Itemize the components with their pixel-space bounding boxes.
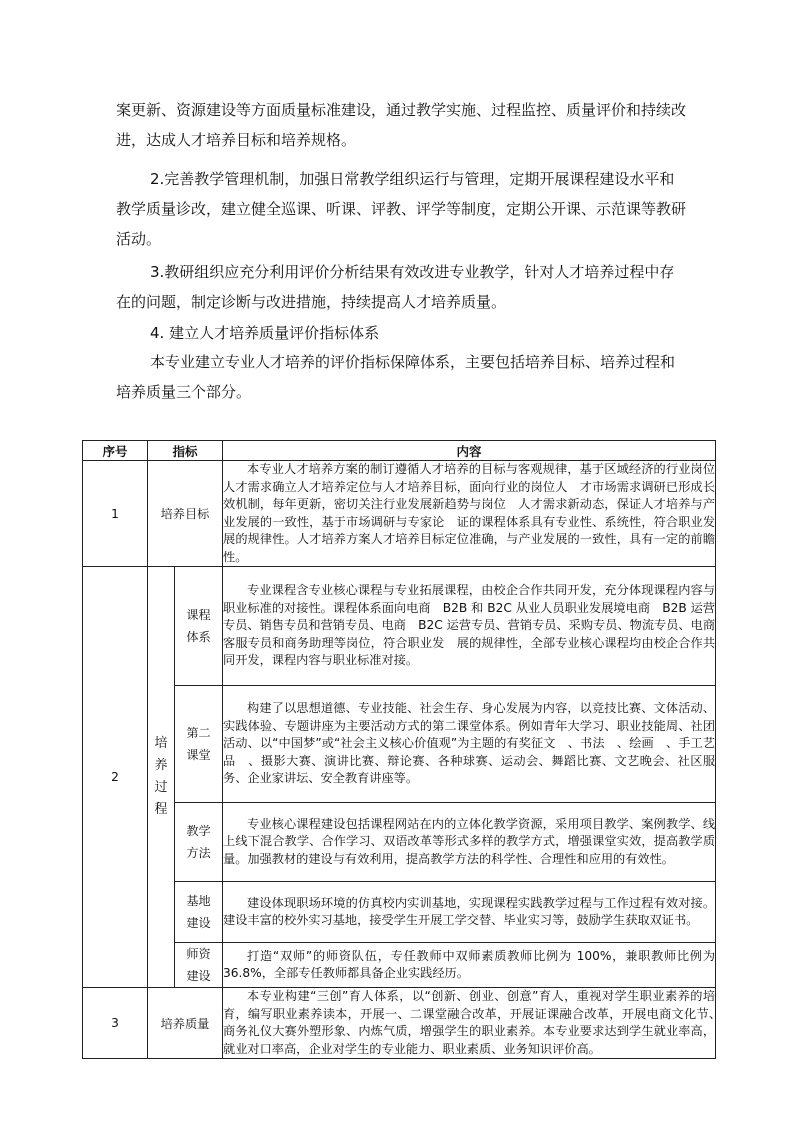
sub-indicator-content: 构建了以思想道德、专业技能、社会生存、身心发展为内容，以竞技比赛、文体活动、实践体验、专题讲座为主要活动方式的第二课堂体系。例如青年大学习、职业技能周、社团活动、以“中国梦”或“社会主义核心价值观”为主题的有奖征文 、书法 、绘画 、手工艺品 、摄影大赛、演讲比赛、辩论赛、各种球赛、运动会、舞蹈比赛、文艺晚会、社区服务、企业家讲坛、安全教育讲座等。 <box>223 686 716 803</box>
table-header-row <box>83 441 716 461</box>
table-row <box>83 686 716 803</box>
sub-indicator-label: 教学方法 <box>186 824 211 860</box>
sub-indicator-label: 师资建设 <box>186 947 211 983</box>
header-content: 内容 <box>223 441 716 461</box>
sub-indicator-label: 第二课堂 <box>186 726 211 762</box>
paragraph-item-2: 2.完善教学管理机制，加强日常教学组织运行与管理，定期开展课程建设水平和教学质量诊改，建立健全巡课、听课、评教、评学等制度，定期公开课、示范课等教研活动。 <box>116 170 687 248</box>
sub-indicator-content: 专业课程含专业核心课程与专业拓展课程，由校企合作共同开发，充分体现课程内容与职业标准的对接性。课程体系面向电商 B2B 和 B2C 从业人员职业发展境电商 B2B 运营专员、销售专员和营销专员、电商 B2C 运营专员、营销专员、采购专员、物流专员、电商客服专员和商务助理等岗位，符合职业发 展的规律性，全部专业核心课程均由校企合作共同开发，课程内容与职业标准对接。 <box>223 567 716 686</box>
row-number: 1 <box>83 461 148 567</box>
indicator-name: 培养目标 <box>148 461 223 567</box>
sub-indicator-content: 专业核心课程建设包括课程网站在内的立体化教学资源，采用项目教学、案例教学、线上线下混合教学、合作学习、双语改革等形式多样的教学方式，增强课堂实效，提高教学质量。加强教材的建设与有效利用，提高教学方法的科学性、合理性和应用的有效性。 <box>223 803 716 882</box>
sub-indicator <box>175 686 223 803</box>
paragraph-intro: 本专业建立专业人才培养的评价指标保障体系，主要包括培养目标、培养过程和培养质量三个部分。 <box>116 353 676 401</box>
sub-indicator <box>175 882 223 943</box>
sub-indicator <box>175 803 223 882</box>
header-indicator: 指标 <box>148 441 223 461</box>
table-row <box>83 943 716 988</box>
sub-indicator <box>175 567 223 686</box>
sub-indicator-content: 建设体现职场环境的仿真校内实训基地，实现课程实践教学过程与工作过程有效对接。建设丰富的校外实习基地，接受学生开展工学交替、毕业实习等，鼓励学生获取双证书。 <box>223 882 716 943</box>
table-row <box>83 461 716 567</box>
sub-indicator-content: 打造“双师”的师资队伍，专任教师中双师素质教师比例为 100%，兼职教师比例为 36.8%，全部专任教师都具备企业实践经历。 <box>223 943 716 988</box>
table-row <box>83 988 716 1059</box>
sub-indicator-label: 基地建设 <box>186 894 211 930</box>
header-num: 序号 <box>83 441 148 461</box>
paragraph-continuation: 案更新、资源建设等方面质量标准建设，通过教学实施、过程监控、质量评价和持续改进，达成人才培养目标和培养规格。 <box>116 101 687 149</box>
evaluation-index-table <box>82 440 728 1059</box>
section-heading-4: 4. 建立人才培养质量评价指标体系 <box>150 324 380 342</box>
sub-indicator <box>175 943 223 988</box>
table-row <box>83 882 716 943</box>
table-row <box>83 567 716 686</box>
paragraph-item-3: 3.教研组织应充分利用评价分析结果有效改进专业教学，针对人才培养过程中存在的问题，制定诊断与改进措施，持续提高人才培养质量。 <box>116 263 675 311</box>
sub-indicator-label: 课程体系 <box>186 608 211 644</box>
indicator-content: 本专业构建“三创”育人体系，以“创新、创业、创意”育人，重视对学生职业素养的培育，编写职业素养读本，开展一、二课堂融合改革，开展证课融合改革，开展电商文化节、 商务礼仪大赛外塑形象、内炼气质，增强学生的职业素养。本专业要求达到学生就业率高，就业对口率高，企业对学生的专业能力、职业素质、业务知识评价高。 <box>223 988 716 1059</box>
row-number: 3 <box>83 988 148 1059</box>
indicator-group-label: 培养过程 <box>154 736 168 817</box>
table-row <box>83 803 716 882</box>
indicator-content: 本专业人才培养方案的制订遵循人才培养的目标与客观规律，基于区域经济的行业岗位人才需求确立人才培养定位与人才培养目标，面向行业的岗位人 才市场需求调研已形成长效机制，每年更新，密切关注行业发展新趋势与岗位 人才需求新动态，保证人才培养与产业发展的一致性，基于市场调研与专家论 证的课程体系具有专业性、系统性，符合职业发展的规律性。人才培养方案人才培养目标定位准确，与产业发展的一致性，具有一定的前瞻性。 <box>223 461 716 567</box>
indicator-group <box>148 567 175 988</box>
row-number: 2 <box>83 567 148 988</box>
indicator-name: 培养质量 <box>148 988 223 1059</box>
